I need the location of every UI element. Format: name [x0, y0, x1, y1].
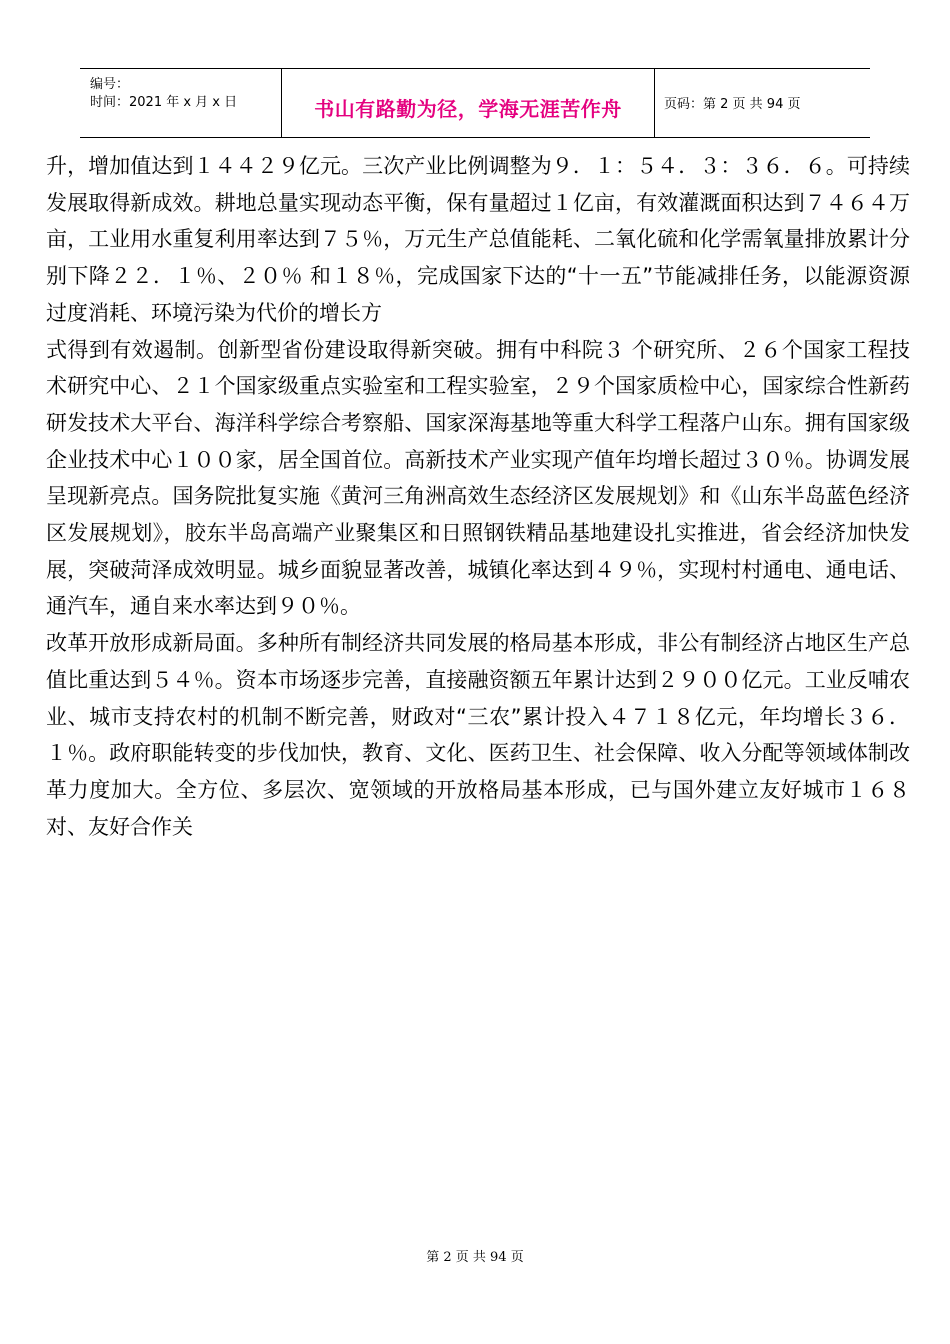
- header-page-cell: [654, 69, 870, 137]
- document-header: [80, 68, 870, 138]
- header-meta-cell: [80, 69, 280, 137]
- body-paragraph-2: 式得到有效遏制。创新型省份建设取得新突破。拥有中科院３ 个研究所、２６个国家工程技术研究中心、２１个国家级重点实验室和工程实验室，２９个国家质检中心，国家综合性新药研发技术大平台、海洋科学综合考察船、国家深海基地等重大科学工程落户山东。拥有国家级企业技术中心１００家，居全国首位。高新技术产业实现产值年均增长超过３０％。协调发展呈现新亮点。国务院批复实施《黄河三角洲高效生态经济区发展规划》和《山东半岛蓝色经济区发展规划》，胶东半岛高端产业聚集区和日照钢铁精品基地建设扎实推进，省会经济加快发展，突破菏泽成效明显。城乡面貌显著改善，城镇化率达到４９％，实现村村通电、通电话、通汽车，通自来水率达到９０％。: [46, 337, 910, 619]
- header-page-number: 页码：第 2 页 共 94 页: [664, 97, 801, 112]
- document-body: [46, 148, 910, 845]
- header-motto-cell: [281, 69, 655, 137]
- body-paragraph-3: 改革开放形成新局面。多种所有制经济共同发展的格局基本形成，非公有制经济占地区生产总值比重达到５４％。资本市场逐步完善，直接融资额五年累计达到２９００亿元。工业反哺农业、城市支持农村的机制不断完善，财政对“三农”累计投入４７１８亿元，年均增长３６．１％。政府职能转变的步伐加快，教育、文化、医药卫生、社会保障、收入分配等领域体制改革力度加大。全方位、多层次、宽领域的开放格局基本形成，已与国外建立友好城市１６８ 对、友好合作关: [46, 631, 910, 839]
- header-motto: 书山有路勤为径，学海无涯苦作舟: [314, 97, 622, 121]
- document-number-label: 编号：: [90, 77, 130, 92]
- body-paragraph-1: 升，增加值达到１４４２９亿元。三次产业比例调整为９．１：５４．３：３６．６。可持续发展取得新成效。耕地总量实现动态平衡，保有量超过１亿亩，有效灌溉面积达到７４６４万亩，工业用水重复利用率达到７５％，万元生产总值能耗、二氧化硫和化学需氧量排放累计分别下降２２．１％、２０％ 和１８％，完成国家下达的“十一五”节能减排任务，以能源资源过度消耗、环境污染为代价的增长方: [46, 154, 910, 325]
- page-footer: 第 2 页 共 94 页: [426, 1250, 524, 1265]
- document-time-label: 时间：2021 年 x 月 x 日: [90, 95, 238, 110]
